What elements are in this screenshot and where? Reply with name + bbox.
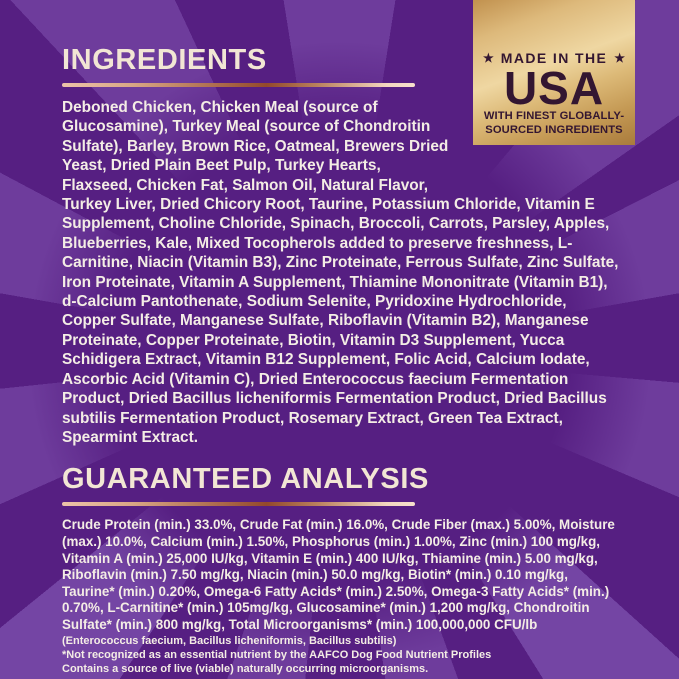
- badge-subline-1: WITH FINEST GLOBALLY-: [483, 110, 625, 122]
- title-underline: [62, 83, 415, 87]
- star-icon: ★: [483, 51, 494, 65]
- badge-subline-2: SOURCED INGREDIENTS: [485, 123, 623, 136]
- ingredients-text: Deboned Chicken, Chicken Meal (source of Glucosamine), Turkey Meal (source of Chondroitin Sulfate), Barley, Brown Rice, Oatmeal, Brewers Dried Yeast, Dried Plain Beet Pulp, Turkey Hearts, Flaxseed, Chicken Fat, Salmon Oil, Natural Flavor, Turkey Liver, Dried Chicory Root, Taurine, Potassium Chloride, Vitamin E Supplement, Choline Chloride, Spinach, Broccoli, Carrots, Parsley, Apples, Blueberries, Kale, Mixed Tocopherols added to preserve freshness, L-Carnitine, Niacin (Vitamin B3), Zinc Proteinate, Ferrous Sulfate, Zinc Sulfate, Iron Proteinate, Vitamin A Supplement, Thiamine Mononitrate (Vitamin B1), d-Calcium Pantothenate, Sodium Selenite, Pyridoxine Hydrochloride, Copper Sulfate, Manganese Sulfate, Riboflavin (Vitamin B2), Manganese Proteinate, Copper Proteinate, Biotin, Vitamin D3 Supplement, Yucca Schidigera Extract, Vitamin B12 Supplement, Folic Acid, Calcium Iodate, Ascorbic Acid (Vitamin C), Dried Enterococcus faecium Fermentation Product, Dried Bacillus licheniformis Fermentation Product, Dried Bacillus subtilis Fermentation Product, Rosemary Extract, Green Tea Extract, Spearmint Extract.: [62, 99, 619, 446]
- badge-wrap-spacer: [450, 98, 620, 178]
- ingredients-title: INGREDIENTS: [62, 44, 267, 76]
- analysis-footnotes: [62, 635, 620, 676]
- ingredients-section: [62, 44, 620, 447]
- star-icon: ★: [614, 51, 625, 65]
- ingredients-paragraph: [62, 98, 620, 447]
- guaranteed-analysis-title: GUARANTEED ANALYSIS: [62, 463, 429, 496]
- guaranteed-analysis-paragraph: Crude Protein (min.) 33.0%, Crude Fat (min.) 16.0%, Crude Fiber (max.) 5.00%, Moisture (max.) 10.0%, Calcium (min.) 1.50%, Phosphorus (min.) 1.00%, Zinc (min.) 100 mg/kg, Vitamin A (min.) 25,000 IU/kg, Vitamin E (min.) 400 IU/kg, Thiamine (min.) 5.00 mg/kg, Riboflavin (min.) 7.50 mg/kg, Niacin (min.) 50.0 mg/kg, Biotin* (min.) 0.10 mg/kg, Taurine* (min.) 0.20%, Omega-6 Fatty Acids* (min.) 2.50%, Omega-3 Fatty Acids* (min.) 0.70%, L-Carnitine* (min.) 105mg/kg, Glucosamine* (min.) 1,200 mg/kg, Chondroitin Sulfate* (min.) 800 mg/kg, Total Microorganisms* (min.) 100,000,000 CFU/lb: [62, 517, 615, 632]
- badge-usa-text: USA: [503, 62, 605, 114]
- analysis-footnote: Contains a source of live (viable) naturally occurring microorganisms.: [62, 662, 429, 675]
- analysis-footnote: *Not recognized as an essential nutrient by the AAFCO Dog Food Nutrient Profiles: [62, 649, 492, 662]
- guaranteed-analysis-section: [62, 463, 620, 676]
- badge-made-in-the-text: MADE IN THE: [500, 50, 608, 66]
- title-underline: [62, 502, 415, 506]
- label-content: [62, 44, 620, 676]
- analysis-footnote: (Enterococcus faecium, Bacillus licheniformis, Bacillus subtilis): [62, 635, 397, 648]
